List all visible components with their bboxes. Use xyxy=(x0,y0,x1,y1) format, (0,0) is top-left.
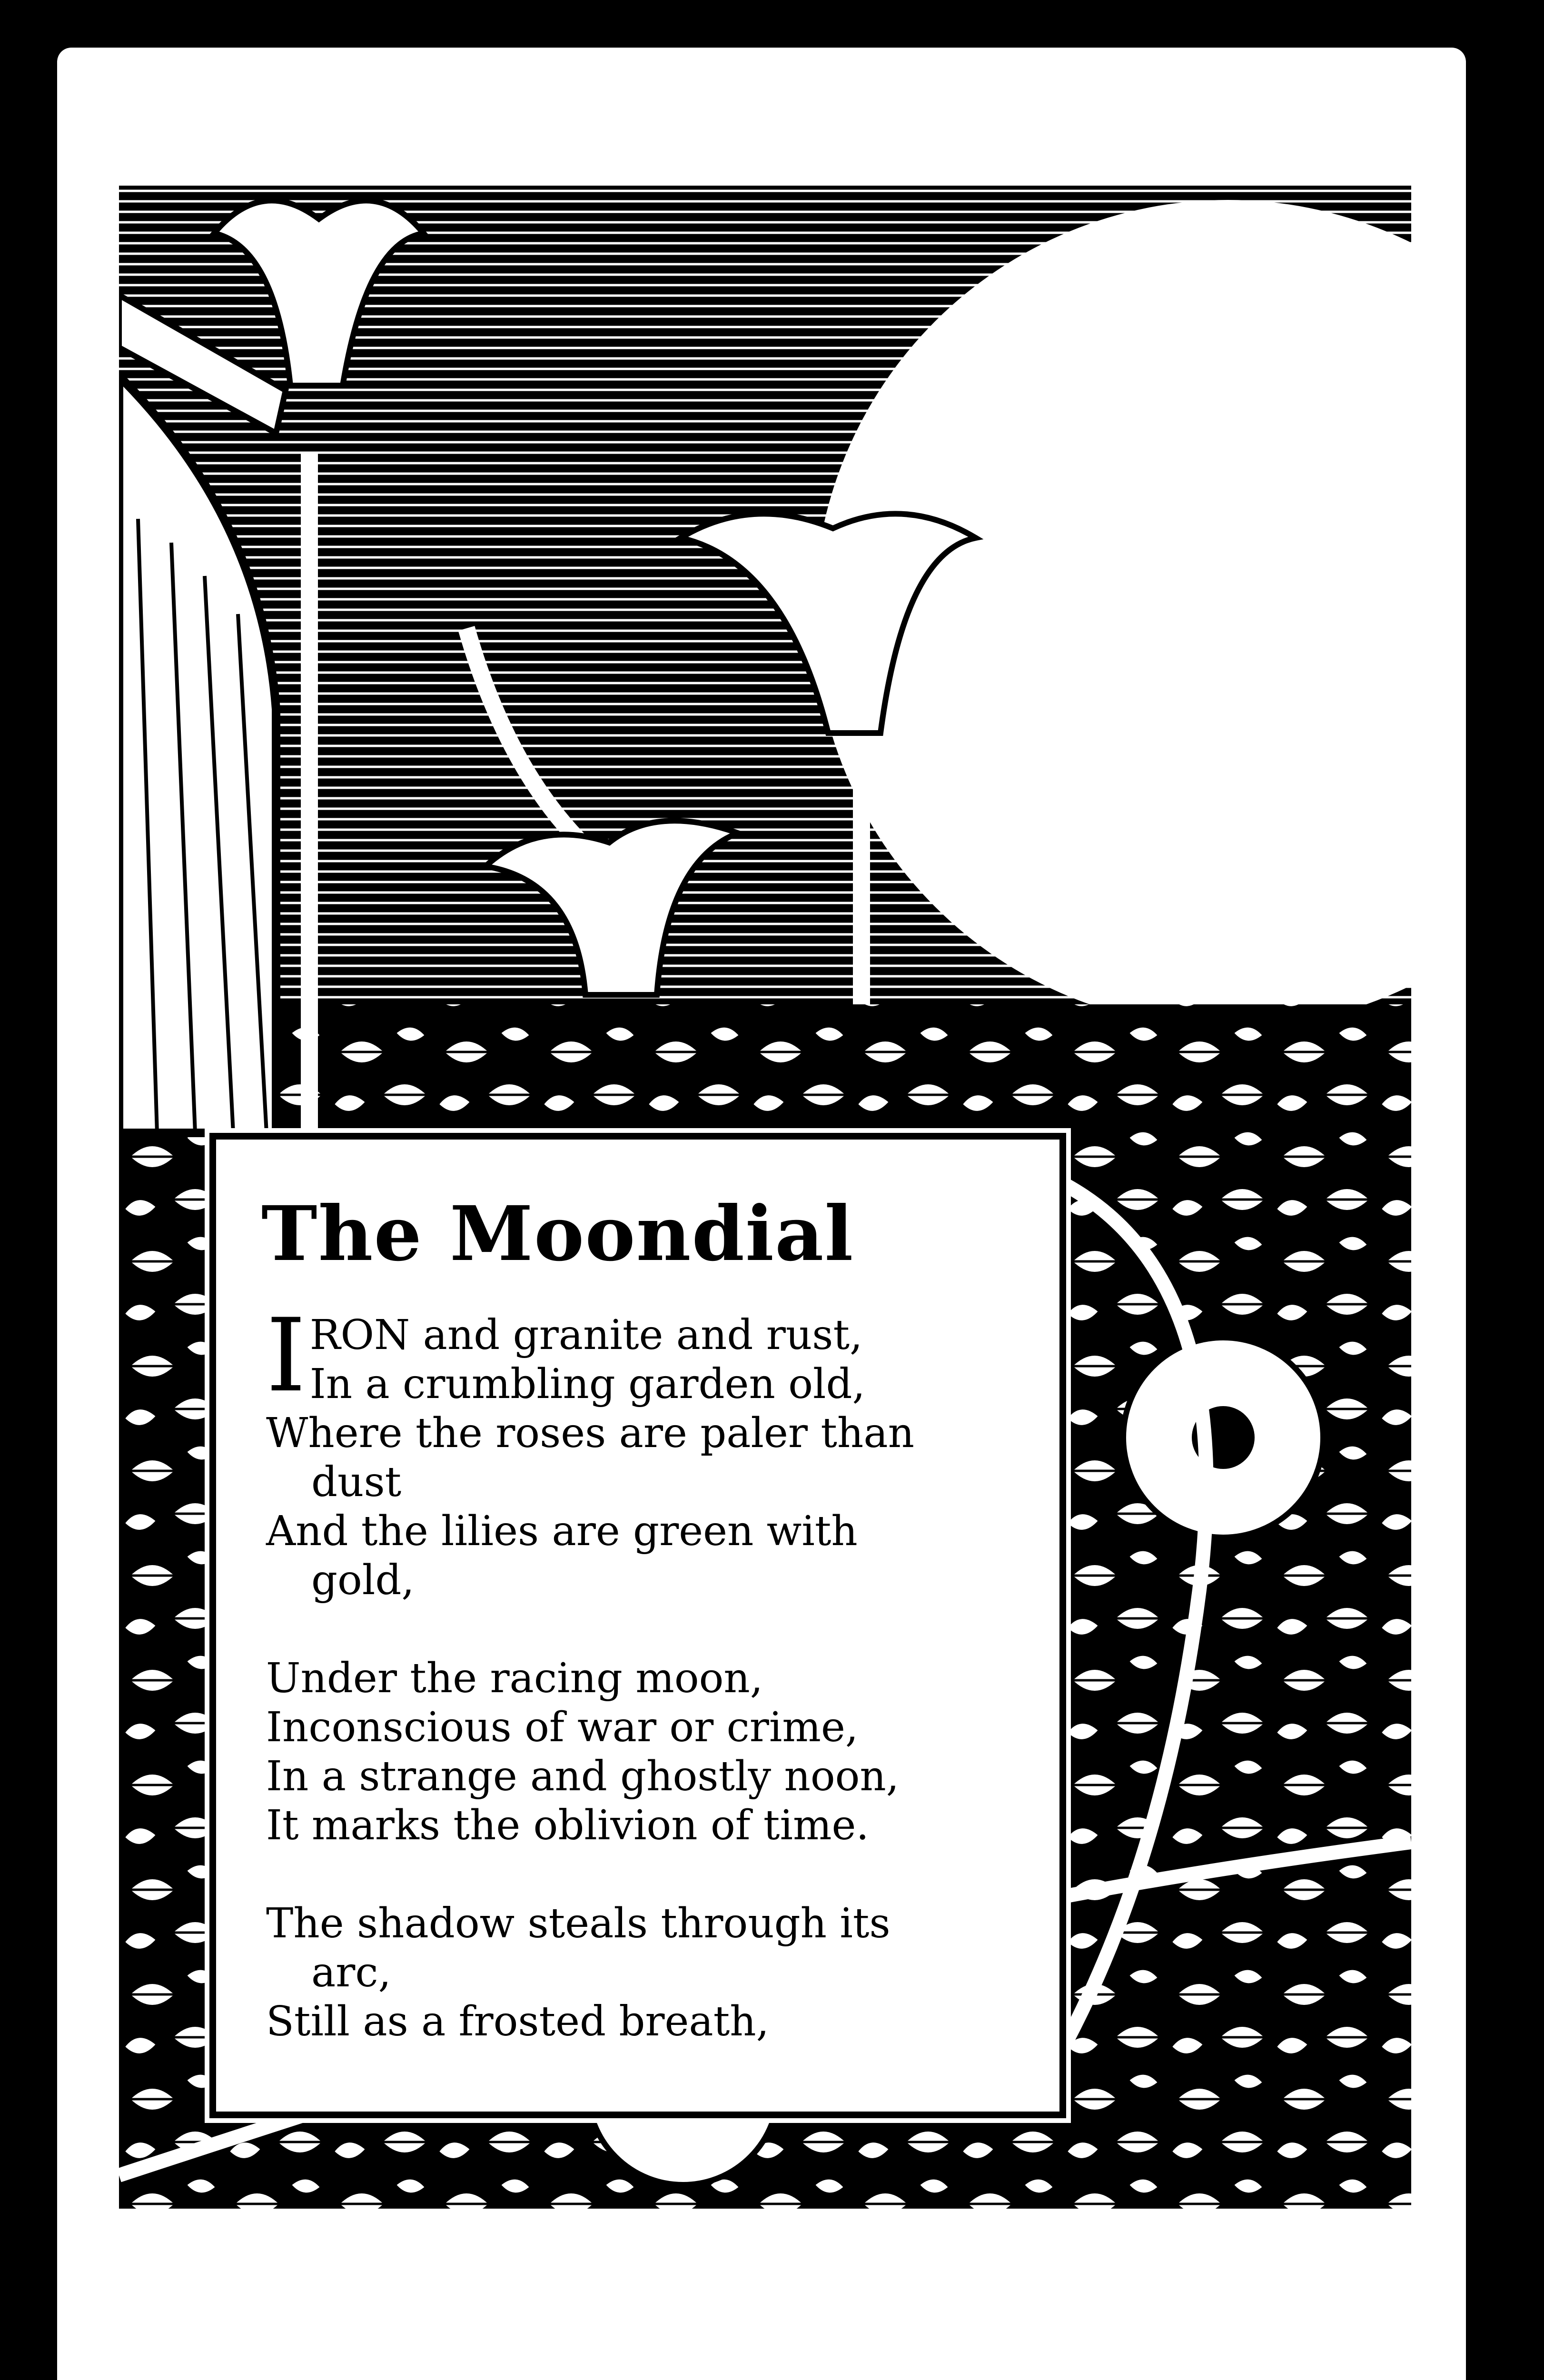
poem-line: arc, xyxy=(311,1949,391,1996)
poem-line: In a crumbling garden old, xyxy=(309,1360,865,1408)
poem-line: gold, xyxy=(311,1557,415,1604)
poem-line: Still as a frosted breath, xyxy=(266,1998,769,2045)
stanza-3 xyxy=(266,1899,1037,2046)
poem-line: RON and granite and rust, xyxy=(309,1311,863,1359)
poem-line: The shadow steals through its xyxy=(266,1900,891,1947)
stanza-1 xyxy=(266,1297,1037,1605)
poem-line: Under the racing moon, xyxy=(266,1655,763,1702)
drop-cap: I xyxy=(266,1297,306,1414)
stanza-2 xyxy=(266,1654,1037,1850)
poem-line: Where the roses are paler than xyxy=(266,1409,914,1457)
poem-line: And the lilies are green with xyxy=(266,1507,858,1555)
poem-title: The Moondial xyxy=(261,1190,854,1278)
poem-line: In a strange and ghostly noon, xyxy=(266,1753,900,1800)
book-page xyxy=(57,48,1466,2380)
poem-line: It marks the oblivion of time. xyxy=(266,1802,869,1849)
poem-body xyxy=(266,1297,1037,2046)
poem-panel xyxy=(209,1133,1066,2118)
poem-line: dust xyxy=(311,1458,402,1506)
poem-line: Inconscious of war or crime, xyxy=(266,1704,859,1751)
woodcut-illustration xyxy=(119,186,1411,2209)
